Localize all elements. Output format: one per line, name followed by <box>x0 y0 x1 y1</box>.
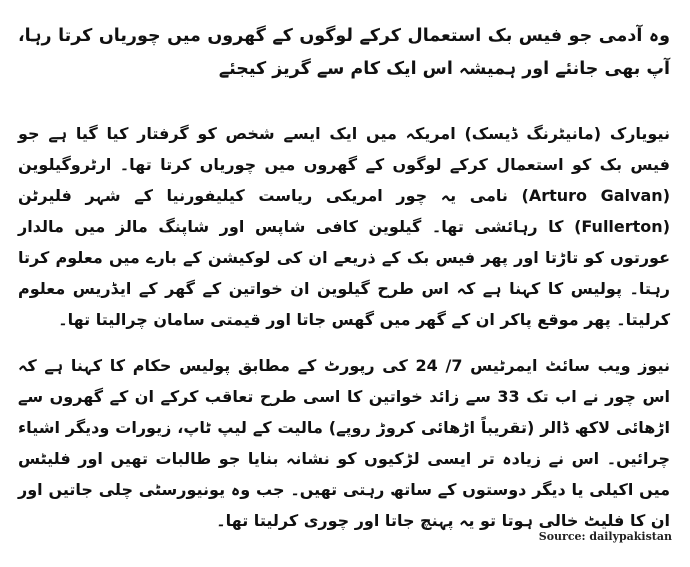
article-paragraph-1: نیویارک (مانیٹرنگ ڈیسک) امریکہ میں ایک ایسے شخص کو گرفتار کیا گیا ہے جو فیس بک کو استعمال کرکے لوگوں کے گھروں میں چوریاں کرتا تھا۔ ارٹروگیلوین (Arturo Galvan) نامی یہ چور امریکی ریاست کیلیفورنیا کے شہر فلیرٹن (Fullerton) کا رہائشی تھا۔ گیلوین کافی شاپس اور شاپنگ مالز میں مالدار عورتوں کو تاڑتا اور پھر فیس بک کے ذریعے ان کی لوکیشن کے بارے میں معلوم کرتا رہتا۔ پولیس کا کہنا ہے کہ اس طرح گیلوین ان خواتین کے گھر کے ایڈریس معلوم کرلیتا۔ پھر موقع پاکر ان کے گھر میں گھس جاتا اور قیمتی سامان چرالیتا تھا۔ <box>18 124 671 329</box>
source-credit: Source: dailypakistan <box>538 530 672 543</box>
article-headline: وہ آدمی جو فیس بک استعمال کرکے لوگوں کے گھروں میں چوریاں کرتا رہا، آپ بھی جانئے اور ہمیشہ اس ایک کام سے گریز کیجئے <box>18 26 670 79</box>
article-paragraph-2: نیوز ویب سائٹ ایمرٹیس 7/ 24 کی رپورٹ کے مطابق پولیس حکام کا کہنا ہے کہ اس چور نے اب تک 33 سے زائد خواتین کا اسی طرح تعاقب کرکے ان کے گھروں سے اڑھائی لاکھ ڈالر (تقریباً اڑھائی کروڑ روپے) مالیت کے لیپ ٹاپ، زیورات ودیگر اشیاء چرائیں۔ اس نے زیادہ تر ایسی لڑکیوں کو نشانہ بنایا جو طالبات تھیں اور فلیٹس میں اکیلی یا دیگر دوستوں کے ساتھ رہتی تھیں۔ جب وہ یونیورسٹی چلی جاتیں اور ان کا فلیٹ خالی ہوتا تو یہ پہنچ جاتا اور چوری کرلیتا تھا۔ <box>18 356 671 530</box>
